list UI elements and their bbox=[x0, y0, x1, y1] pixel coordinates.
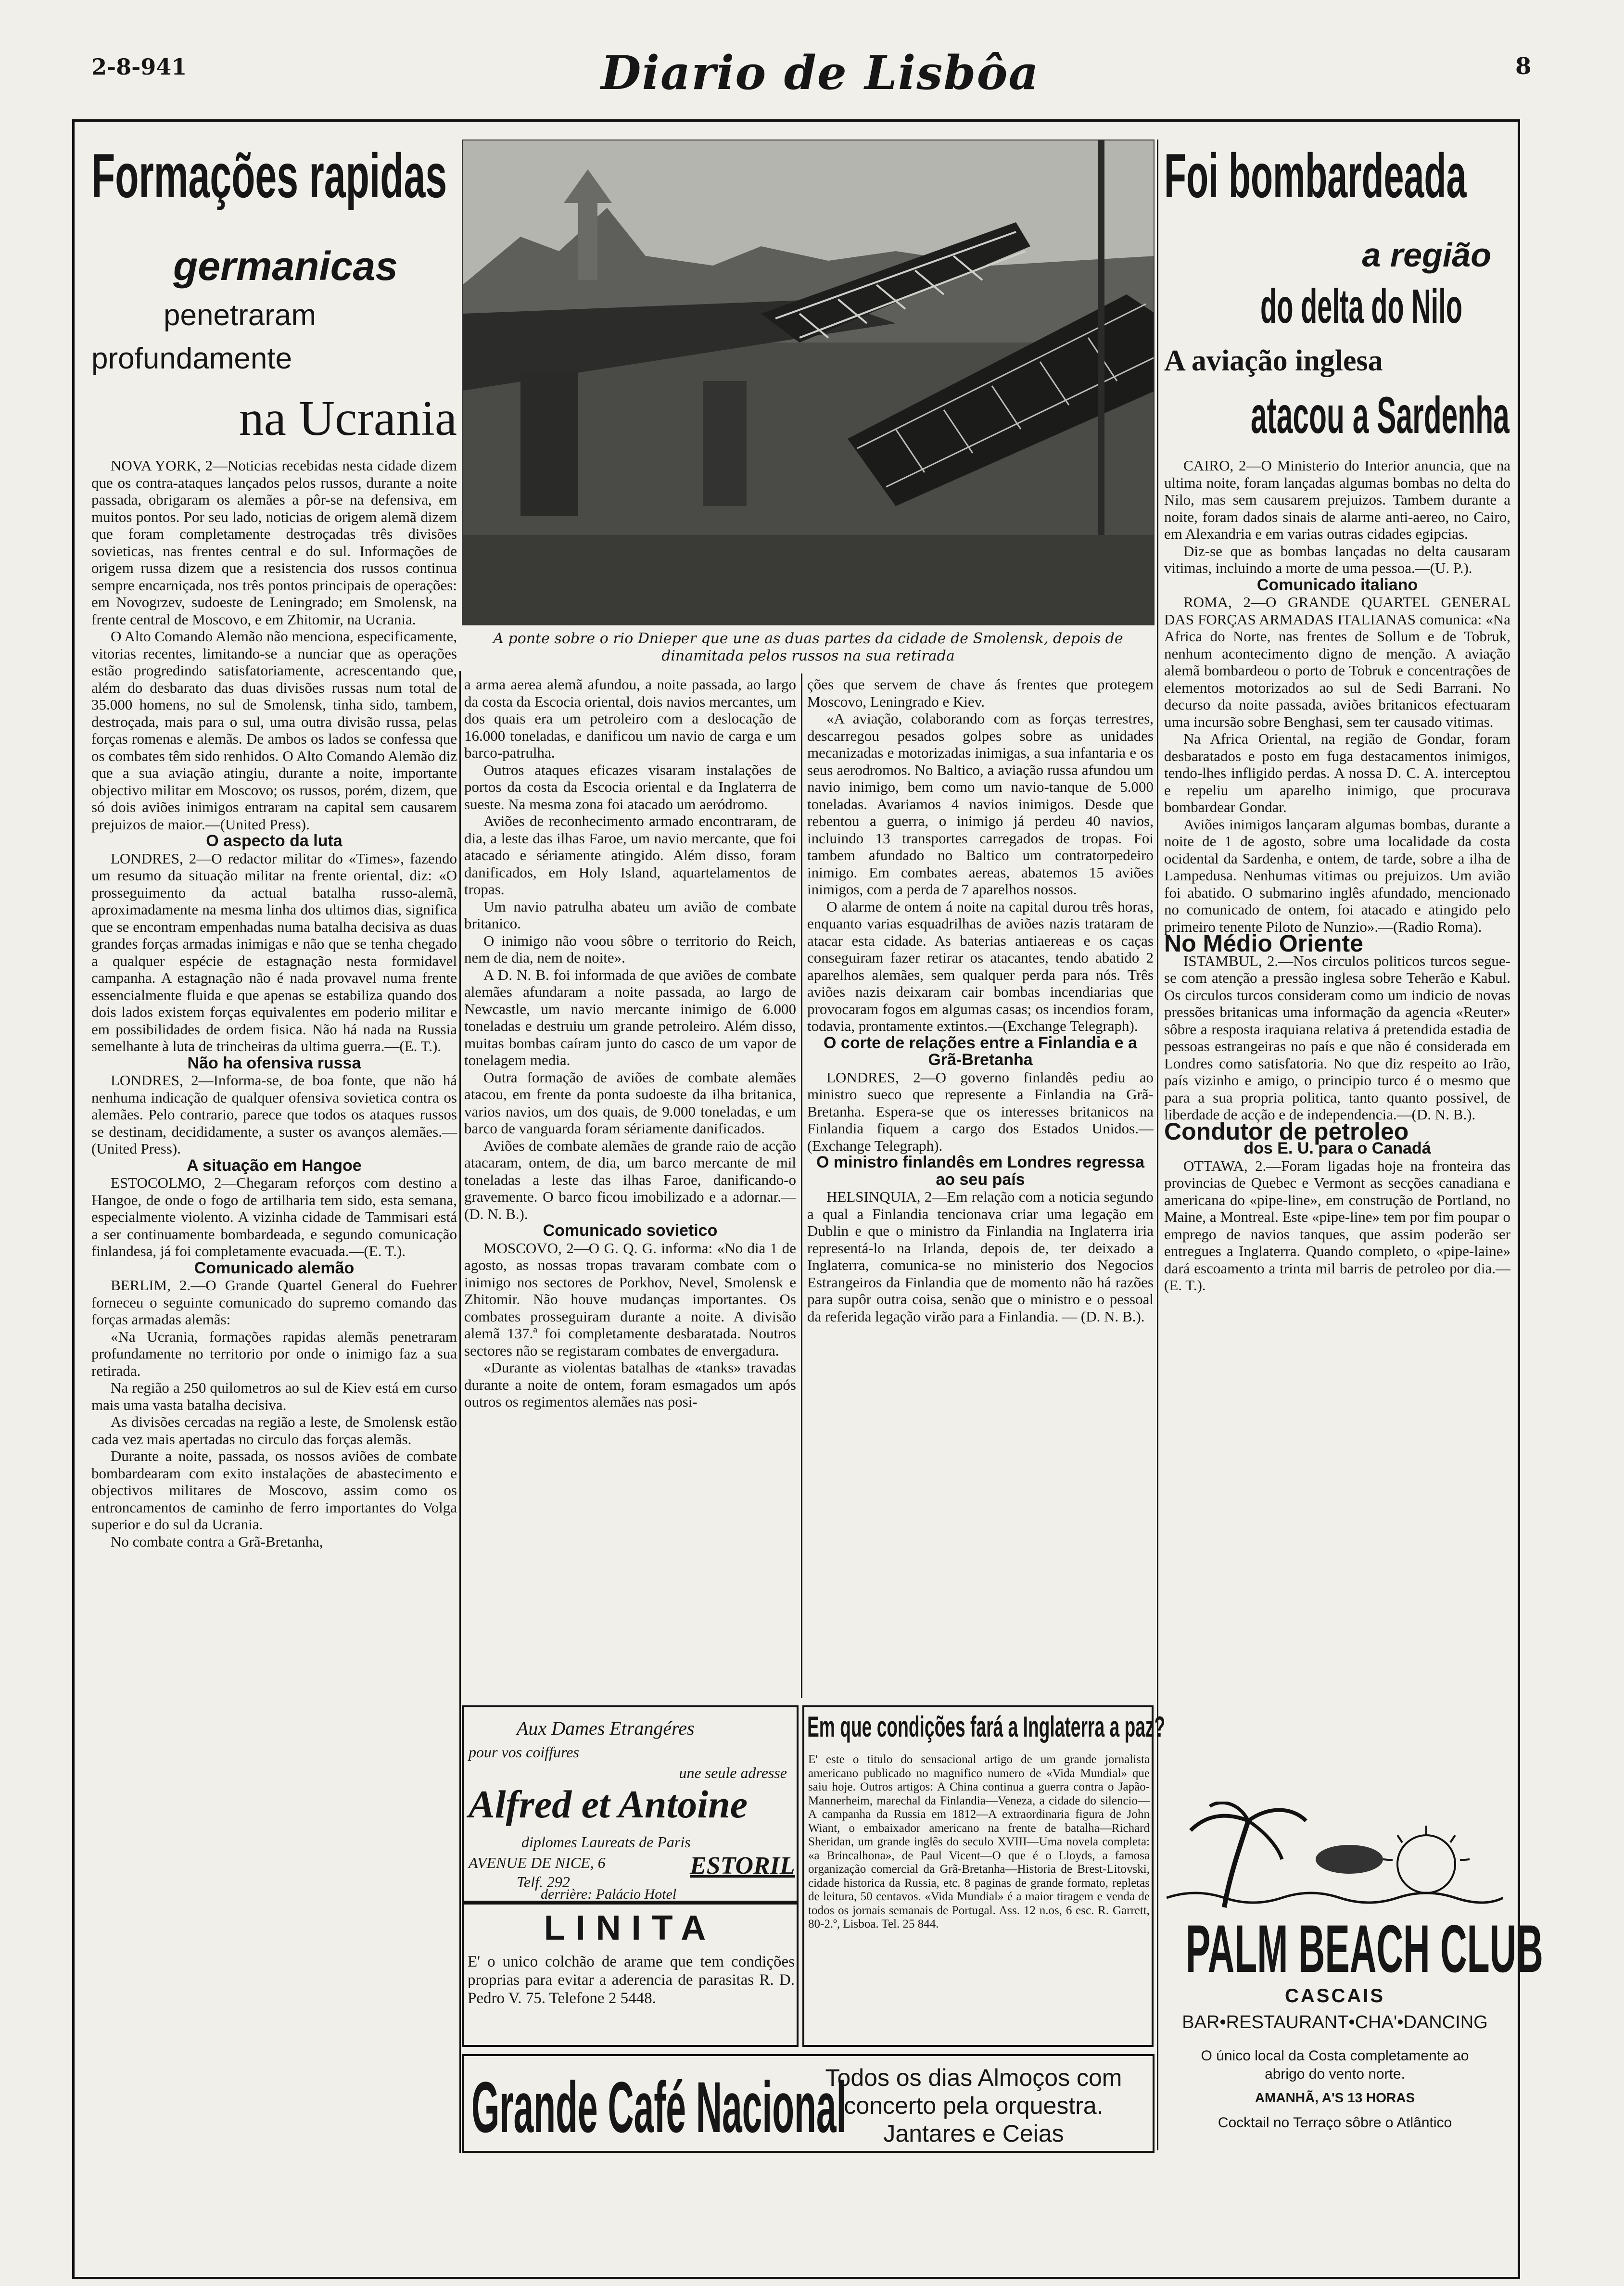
paragraph: O inimigo não voou sôbre o territorio do Reich, nem de dia, nem de noite». bbox=[464, 932, 796, 966]
subhead: Comunicado sovietico bbox=[543, 1221, 718, 1240]
paragraph: O Alto Comando Alemão não menciona, especificamente, vitorias recentes, limitando-se a nunciar que as operações estão progredindo satisfatoriamente, acrescentando que, além do desbarato das duas divisões russas num total de 35.000 homens, no sul de Smolensk, tinha sido, tambem, destroçada, mais para o sul, uma outra divisão russa, pelas forças romenas e alemãs. De ambos os lados se confessa que os combates têm sido renhidos. O Alto Comando Alemão diz que a sua aviação atingiu, durante a noite, importante objectivo militar em Moscovo; os russos, porém, dizem, que só dois aviões inimigos entraram na capital sem causarem prejuizos de maior.—(United Press). bbox=[91, 628, 457, 833]
subhead: dos E. U. para o Canadá bbox=[1243, 1139, 1431, 1157]
paragraph: Outros ataques eficazes visaram instalações de portos da costa da Escocia oriental e da Inglaterra de sueste. Na mesma zona foi atacado um aeródromo. bbox=[464, 761, 796, 813]
right-sub-aviacao: A aviação inglesa bbox=[1164, 344, 1383, 377]
ad-footer: Cocktail no Terraço sôbre o Atlântico bbox=[1218, 2115, 1452, 2131]
paragraph: Aviões de reconhecimento armado encontraram, de dia, a leste das ilhas Faroe, um navio mercante, que foi atacado e sériamente atingido. Além disso, foram danificados, em Holy Island, aquartelamentos de tropas. bbox=[464, 813, 796, 898]
ad-text: O único local da Costa completamente ao abrigo do vento norte. bbox=[1201, 2048, 1469, 2082]
ad-brand: Alfred et Antoine bbox=[469, 1782, 748, 1826]
ad-town: ESTORIL bbox=[690, 1852, 795, 1880]
column-rule bbox=[1157, 140, 1158, 2150]
ad-grande-cafe bbox=[462, 2054, 1155, 2153]
middle-column-2 bbox=[807, 676, 1154, 1325]
left-sub-profundamente: profundamente bbox=[91, 342, 292, 375]
ad-vida-mundial bbox=[802, 1705, 1166, 2047]
palm-beach-illustration bbox=[1167, 1802, 1503, 1912]
subhead: Comunicado alemão bbox=[194, 1258, 355, 1277]
paragraph: «Na Ucrania, formações rapidas alemãs penetraram profundamente no territorio por onde o inimigo faz a sua retirada. bbox=[91, 1328, 457, 1379]
paragraph: O alarme de ontem á noite na capital durou três horas, enquanto varias esquadrilhas de aviões nazis trataram de atacar esta cidade. As baterias antiaereas e os caças conseguiram fazer retirar os atacantes, tendo abatido 2 aparelhos alemães, sem qualquer perda para nós. Três aviões nazis deixaram cair bombas incendiarias que provocaram fogos em algumas casas; os incendios foram, todavia, prontamente extintos.—(Exchange Telegraph). bbox=[807, 898, 1154, 1034]
paragraph: ROMA, 2—O GRANDE QUARTEL GENERAL DAS FORÇAS ARMADAS ITALIANAS comunica: «Na Africa do Norte, nas frentes de Sollum e de Tobruk, nenhum acontecimento digno de menção. A aviação alemã bombardeou o porto de Tobruk e concentrações de elementos motorizados ao sul de Sedi Barrani. No decurso da noite passada, aviões britanicos efectuaram uma incursão sobre Benghasi, sem ter causado vitimas. bbox=[1164, 594, 1510, 730]
left-headline: Formações rapidas bbox=[91, 140, 447, 211]
paragraph: MOSCOVO, 2—O G. Q. G. informa: «No dia 1 de agosto, as nossas tropas travaram combate com o inimigo nos sectores de Porkhov, Nevel, Smolensk e Zhitomir. Não houve mudanças importantes. Os combates prosseguiram durante a noite. A divisão alemã 137.ª foi completamente desbaratada. Noutros sectores não se registaram combates de envergadura. bbox=[464, 1239, 796, 1359]
paragraph: Diz-se que as bombas lançadas no delta causaram vitimas, incluindo a morte de uma pessoa.—(U. P.). bbox=[1164, 542, 1510, 576]
paragraph: a arma aerea alemã afundou, a noite passada, ao largo da costa da Escocia oriental, dois navios mercantes, um dos quais era um petroleiro com a deslocação de 16.000 toneladas, e danificou um navio de carga e um barco-patrulha. bbox=[464, 676, 796, 761]
right-headline: Foi bombardeada bbox=[1164, 140, 1467, 211]
paragraph: LONDRES, 2—O redactor militar do «Times», fazendo um resumo da situação militar na frente oriental, diz: «O prosseguimento da actual batalha russo-alemã, aproximadamente na mesma linha dos ultimos dias, significa que se encontram empenhadas numa batalha decisiva as duas grandes forças armadas inimigas e não que se tenha chegado a qualquer espécie de estagnação nesta formidavel campanha. A estagnação não é nada provavel numa frente essencialmente fluida e que apenas se estabiliza quando dos dois lados existem forças equivalentes em poderio militar e em possibilidades de ordem fisica. Não há nada na Russia semelhante à luta de trincheiras da ultima guerra.—(E. T.). bbox=[91, 850, 457, 1054]
subhead: Não ha ofensiva russa bbox=[187, 1054, 361, 1072]
ad-linita bbox=[462, 1903, 799, 2047]
paragraph: CAIRO, 2—O Ministerio do Interior anuncia, que na ultima noite, foram lançadas algumas bombas no delta do Nilo, mas sem causarem prejuizos. Tambem durante a noite, foram dados sinais de alarme anti-aereo, no Cairo, em Alexandria e em varias outras cidades egipcias. bbox=[1164, 457, 1510, 542]
ad-brand: PALM BEACH CLUB bbox=[1186, 1911, 1543, 1986]
paragraph: As divisões cercadas na região a leste, de Smolensk estão cada vez mais apertadas no circulo das forças alemãs. bbox=[91, 1413, 457, 1448]
page-number: 8 bbox=[1515, 53, 1532, 80]
masthead: Diario de Lisbôa bbox=[601, 46, 1040, 100]
left-sub-penetraram: penetraram bbox=[164, 299, 317, 332]
ad-text: E' o unico colchão de arame que tem condições proprias para evitar a aderencia de parasitas R. D. Pedro V. 75. Telefone 2 5448. bbox=[468, 1953, 795, 2007]
bridge-photo bbox=[462, 140, 1155, 625]
paragraph: ções que servem de chave ás frentes que protegem Moscovo, Leningrado e Kiev. bbox=[807, 676, 1154, 710]
paragraph: OTTAWA, 2.—Foram ligadas hoje na fronteira das provincias de Quebec e Vermont as secções canadiana e americana do «pipe-line», em construção de Portland, no Maine, a Montreal. Este «pipe-line» tem por fim poupar o emprego de navios tanques, que assim poderão ser entregues a Inglaterra. Quando completo, o «pipe-laine» dará escoamento a trinta mil barris de petroleo por dia.—(E. T.). bbox=[1164, 1157, 1510, 1294]
subhead: No Médio Oriente bbox=[1164, 930, 1363, 957]
left-sub-ucrania: na Ucrania bbox=[239, 391, 457, 446]
ad-palm-beach bbox=[1167, 1802, 1543, 2138]
paragraph: LONDRES, 2—Informa-se, de boa fonte, que não há nenhuma indicação de qualquer ofensiva sovietica contra os alemães. Pelo contrario, parece que todos os ataques russos se destinam, decididamente, a suster os avanços alemães.—(United Press). bbox=[91, 1072, 457, 1157]
right-article bbox=[1164, 140, 1510, 1794]
ad-place: CASCAIS bbox=[1284, 1985, 1385, 2007]
paragraph: LONDRES, 2—O governo finlandês pediu ao ministro sueco que represente a Finlandia na Grã-Bretanha. Espera-se que os interesses britanicos na Finlandia fiquem a cargo dos Estados Unidos.—(Exchange Telegraph). bbox=[807, 1068, 1154, 1154]
subhead: Comunicado italiano bbox=[1256, 575, 1418, 594]
left-article-body bbox=[91, 457, 457, 1550]
right-sub-regiao: a região bbox=[1362, 236, 1491, 274]
left-article bbox=[91, 140, 457, 2266]
paragraph: Na região a 250 quilometros ao sul de Kiev está em curso mais uma vasta batalha decisiva. bbox=[91, 1379, 457, 1413]
subhead: O ministro finlandês em Londres regressa ao seu país bbox=[816, 1153, 1145, 1189]
ad-phone: Telf. 292 bbox=[517, 1873, 570, 1891]
subhead: O corte de relações entre a Finlandia e a Grã-Bretanha bbox=[824, 1033, 1137, 1069]
bridge-photo-drawing bbox=[463, 140, 1155, 625]
column-rule bbox=[459, 671, 461, 2153]
ad-text: E' este o titulo do sensacional artigo de um grande jornalista americano publicado no magnifico numero de «Vida Mundial» que saiu hoje. Outros artigos: A China continua a guerra contra o Japão-Mannerheim, marechal da Finlandia—Veneza, a cidade do silencio—A campanha da Russia em 1812—A extraordinaria figura de John Wiant, o embaixador americano na frente de batalha—Richard Sheridan, um grande inglês do seculo XVIII—Uma novela completa: «a Brincalhona», de Paul Vicent—O que é o Lloyds, a famosa organização comercial da Grã-Bretanha—Historia de Brest-Litovski, cidade historica da Russia, etc. 8 paginas de grande formato, repletas de leitura, 50 centavos. «Vida Mundial» é a maior tiragem e venda de todos os jornais semanais de Portugal. Ass. 12 n.os, 6 esc. R. Garrett, 80-2.º, Lisboa. Tel. 25 844. bbox=[808, 1753, 1150, 1930]
paragraph: «Durante as violentas batalhas de «tanks» travadas durante a noite de ontem, foram esmagados um após outros os regimentos alemães nas posi- bbox=[464, 1359, 796, 1410]
paragraph: Aviões de combate alemães de grande raio de acção atacaram, ontem, de dia, um barco mercante de mil toneladas a leste das ilhas Faroe, danificando-o gravemente. O barco ficou imobilizado e a adornar.—(D. N. B.). bbox=[464, 1137, 796, 1222]
ad-line: derrière: Palácio Hotel bbox=[541, 1886, 677, 1902]
ad-services: BAR•RESTAURANT•CHA'•DANCING bbox=[1182, 2012, 1488, 2032]
middle-column-1 bbox=[464, 676, 796, 1410]
paragraph: Aviões inimigos lançaram algumas bombas, durante a noite de 1 de agosto, sobre uma localidade da costa ocidental da Sardenha, e ontem, de tarde, sobre a ilha de Lampedusa. Nenhumas vitimas ou prejuizos. Um avião foi abatido. O submarino inglês afundado, mencionado no comunicado de ontem, foi atacado e atingido pelo primeiro tenente Piloto de Nunzio».—(Radio Roma). bbox=[1164, 815, 1510, 935]
column-rule bbox=[801, 673, 802, 1698]
paragraph: NOVA YORK, 2—Noticias recebidas nesta cidade dizem que os contra-ataques lançados pelos russos, durante a noite passada, obrigaram os alemães a pôr-se na defensiva, em muitos pontos. Por seu lado, noticias de origem alemã dizem que foram completamente destroçadas três divisões sovieticas, nas frentes central e do sul. Informações de origem russa dizem que a resistencia dos russos continua sempre encarniçada, nos três pontos principais de operações: em Novogrzev, sudoeste de Leningrado; em Smolensk, na frente central de Moscovo, e em Zhitomir, na Ucrania. bbox=[91, 457, 457, 628]
paragraph: BERLIM, 2.—O Grande Quartel General do Fuehrer forneceu o seguinte comunicado do supremo comando das forças armadas alemãs: bbox=[91, 1277, 457, 1328]
ad-text: Todos os dias Almoços com concerto pela orquestra. Jantares e Ceias bbox=[825, 2064, 1122, 2147]
paragraph: A D. N. B. foi informada de que aviões de combate alemães afundaram a noite passada, ao largo de Newcastle, um navio mercante inimigo de 6.000 toneladas e destruiu um grande petroleiro. Além disso, muitas bombas caíram junto do casco de um vapor de tonelagem media. bbox=[464, 966, 796, 1068]
paragraph: No combate contra a Grã-Bretanha, bbox=[111, 1533, 323, 1550]
right-sub-delta: do delta do Nilo bbox=[1260, 279, 1462, 333]
right-article-body bbox=[1164, 457, 1510, 1294]
ad-line: Aux Dames Etrangéres bbox=[517, 1717, 695, 1739]
subhead: Condutor de petroleo bbox=[1164, 1118, 1409, 1145]
ad-brand: LINITA bbox=[544, 1909, 717, 1947]
ad-line: pour vos coiffures bbox=[469, 1743, 579, 1761]
paragraph: Na Africa Oriental, na região de Gondar, foram desbaratados e posto em fuga destacamentos inimigos, tendo-lhes infligido perdas. A nossa D. C. A. interceptou e repeliu um aparelho inimigo, que procurava bombardear Gondar. bbox=[1164, 730, 1510, 815]
right-sub-sardenha: atacou a Sardenha bbox=[1251, 386, 1510, 444]
paragraph: Um navio patrulha abateu um avião de combate britanico. bbox=[464, 898, 796, 932]
photo-caption: A ponte sobre o rio Dnieper que une as duas partes da cidade de Smolensk, depois de dinamitada pelos russos na sua retirada bbox=[493, 630, 1123, 664]
subhead: A situação em Hangoe bbox=[187, 1156, 362, 1175]
ad-address: AVENUE DE NICE, 6 bbox=[469, 1854, 606, 1871]
paragraph: Durante a noite, passada, os nossos aviões de combate bombardearam com exito instalações de abastecimento e objectivos militares de Moscovo, assim como os entroncamentos de caminho de ferro importantes do Volga superior e do sul da Ucrania. bbox=[91, 1448, 457, 1533]
ad-line: diplomes Laureats de Paris bbox=[521, 1833, 691, 1851]
ad-line: une seule adresse bbox=[679, 1764, 787, 1781]
ad-time: AMANHÃ, A'S 13 HORAS bbox=[1255, 2090, 1415, 2105]
ad-brand: Grande Café Nacional bbox=[471, 2067, 847, 2147]
subhead: O aspecto da luta bbox=[206, 832, 343, 850]
ad-headline: Em que condições fará a Inglaterra a paz? bbox=[807, 1711, 1166, 1743]
paragraph: «A aviação, colaborando com as forças terrestres, descarregou pesados golpes sobre as unidades mecanizadas e motorizadas inimigas, a sua infantaria e os seus aerodromos. No Baltico, a aviação russa afundou um navio inimigo, bem como um navio-tanque de 5.000 toneladas. Avariamos 4 navios inimigos. Desde que rebentou a guerra, o inimigo já perdeu 40 navios, incluindo 13 transportes carregados de tropas. Foi tambem afundado no Baltico um contratorpedeiro inimigo. Em combates aereas, abatemos 15 aviões inimigos, com a perda de 7 aparelhos nossos. bbox=[807, 710, 1154, 898]
paragraph: HELSINQUIA, 2—Em relação com a noticia segundo a qual a Finlandia tencionava criar uma legação em Dublin e que o ministro da Finlandia na Inglaterra iria representá-lo na Irlanda, depois de, ter deixado a Inglaterra, comunica-se no ministerio dos Negocios Estrangeiros da Finlandia que de momento não há razões para supôr outra coisa, senão que o ministro e o pessoal da referida legação virão para a Finlandia. — (D. N. B.). bbox=[807, 1188, 1154, 1325]
left-sub-germanicas: germanicas bbox=[173, 243, 398, 289]
paragraph: ISTAMBUL, 2.—Nos circulos politicos turcos segue-se com atenção a pressão inglesa sobre Teherão e Kabul. Os circulos turcos consideram como um indicio de novas pressões britanicas uma informação da agencia «Reuter» sôbre a resposta iraquiana relativa á pretendida estadia de pessoas estrangeiras no país e que não é considerada em Londres como satisfatoria. No que diz respeito ao Irão, país vizinho e amigo, o principio turco é o mesmo que para a sua propria politica, tanto quanto possivel, de liberdade de acção e de independencia.—(D. N. B.). bbox=[1164, 952, 1510, 1123]
paragraph: Outra formação de aviões de combate alemães atacou, em frente da ponta sudoeste da ilha britanica, varios navios, um dos quais, de 9.000 toneladas, e um barco de vanguarda foram sériamente danificados. bbox=[464, 1068, 796, 1137]
paragraph: ESTOCOLMO, 2—Chegaram reforços com destino a Hangoe, de onde o fogo de artilharia tem sido, esta semana, especialmente violento. A vizinha cidade de Tammisari está a ser continuamente bombardeada, e segundo comunicação finlandesa, já foi completamente evacuada.—(E. T.). bbox=[91, 1174, 457, 1259]
issue-date: 2-8-941 bbox=[91, 54, 187, 80]
ad-alfred-antoine bbox=[462, 1705, 799, 1903]
